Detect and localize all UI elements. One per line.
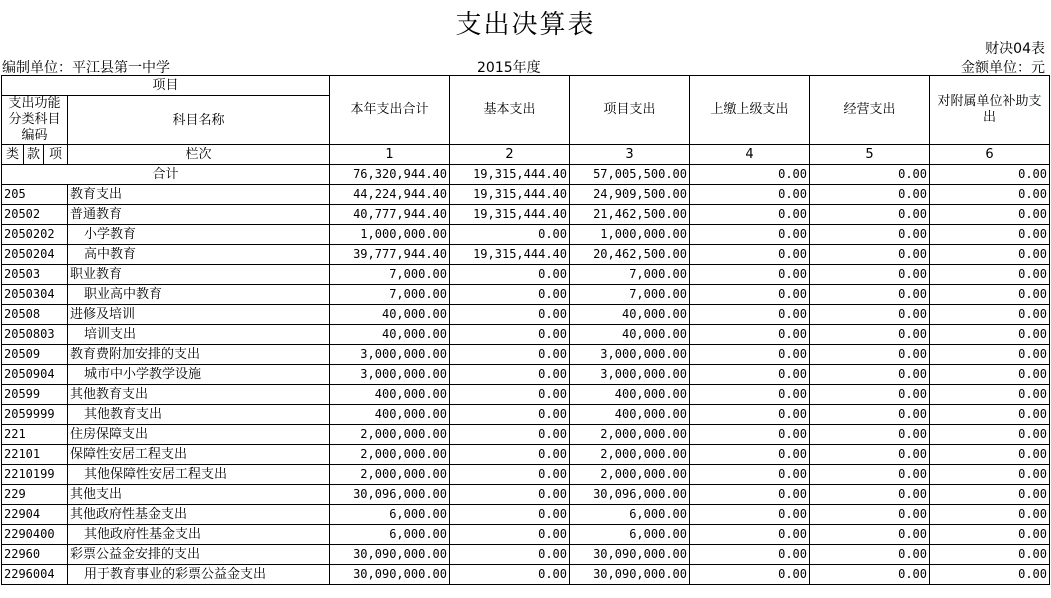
report-title: 支出决算表: [455, 10, 596, 40]
row-value: 44,224,944.40: [330, 185, 450, 205]
row-value: 0.00: [690, 245, 810, 265]
row-name: 彩票公益金安排的支出: [68, 545, 330, 565]
row-value: 6,000.00: [330, 505, 450, 525]
row-value: 2,000,000.00: [570, 465, 690, 485]
row-name: 其他保障性安居工程支出: [68, 465, 330, 485]
row-name: 高中教育: [68, 245, 330, 265]
row-value: 400,000.00: [330, 385, 450, 405]
row-code: 205: [2, 185, 68, 205]
row-value: 0.00: [690, 565, 810, 585]
table-row: [2, 305, 1050, 325]
row-value: 0.00: [810, 465, 930, 485]
row-code: 20509: [2, 345, 68, 365]
row-value: 21,462,500.00: [570, 205, 690, 225]
row-value: 6,000.00: [330, 525, 450, 545]
row-code: 22904: [2, 505, 68, 525]
row-value: 1,000,000.00: [570, 225, 690, 245]
row-value: 0.00: [810, 405, 930, 425]
row-value: 3,000,000.00: [330, 365, 450, 385]
row-code: 20508: [2, 305, 68, 325]
row-value: 0.00: [810, 245, 930, 265]
header-kuan: 款: [24, 145, 44, 165]
row-value: 0.00: [810, 225, 930, 245]
row-value: 0.00: [450, 405, 570, 425]
form-number: 财决04表: [985, 41, 1045, 57]
row-code: 2050904: [2, 365, 68, 385]
total-value: 19,315,444.40: [450, 165, 570, 185]
row-value: 0.00: [810, 325, 930, 345]
row-value: 0.00: [450, 365, 570, 385]
row-value: 0.00: [690, 485, 810, 505]
table-row: [2, 285, 1050, 305]
row-value: 0.00: [450, 265, 570, 285]
row-value: 0.00: [690, 205, 810, 225]
row-value: 0.00: [450, 225, 570, 245]
row-value: 19,315,444.40: [450, 245, 570, 265]
table-row: [2, 445, 1050, 465]
row-value: 0.00: [930, 245, 1050, 265]
organization-label: 编制单位：平江县第一中学: [2, 60, 170, 76]
row-value: 0.00: [690, 465, 810, 485]
row-name: 其他政府性基金支出: [68, 505, 330, 525]
header-item: 项目: [2, 76, 330, 96]
row-value: 0.00: [930, 285, 1050, 305]
row-value: 3,000,000.00: [330, 345, 450, 365]
row-value: 6,000.00: [570, 525, 690, 545]
col-num-5: 5: [810, 145, 930, 165]
row-value: 1,000,000.00: [330, 225, 450, 245]
row-name: 小学教育: [68, 225, 330, 245]
row-value: 0.00: [930, 365, 1050, 385]
row-value: 0.00: [810, 205, 930, 225]
currency-unit-label: 金额单位：元: [961, 60, 1045, 76]
table-row: [2, 505, 1050, 525]
row-value: 6,000.00: [570, 505, 690, 525]
row-code: 229: [2, 485, 68, 505]
row-value: 0.00: [810, 525, 930, 545]
row-value: 0.00: [930, 565, 1050, 585]
row-value: 3,000,000.00: [570, 345, 690, 365]
row-value: 0.00: [810, 485, 930, 505]
row-name: 保障性安居工程支出: [68, 445, 330, 465]
row-code: 2210199: [2, 465, 68, 485]
row-value: 30,090,000.00: [330, 545, 450, 565]
table-row: [2, 565, 1050, 585]
row-value: 0.00: [450, 505, 570, 525]
row-value: 0.00: [930, 345, 1050, 365]
row-value: 30,090,000.00: [570, 545, 690, 565]
col-num-3: 3: [570, 145, 690, 165]
table-row: [2, 405, 1050, 425]
row-value: 0.00: [930, 465, 1050, 485]
row-value: 7,000.00: [330, 265, 450, 285]
row-value: 0.00: [930, 425, 1050, 445]
row-value: 0.00: [810, 345, 930, 365]
row-value: 0.00: [930, 445, 1050, 465]
row-code: 20502: [2, 205, 68, 225]
header-lei: 类: [2, 145, 24, 165]
row-value: 0.00: [930, 525, 1050, 545]
row-value: 7,000.00: [330, 285, 450, 305]
row-value: 0.00: [930, 305, 1050, 325]
row-value: 0.00: [690, 525, 810, 545]
row-value: 40,777,944.40: [330, 205, 450, 225]
row-value: 39,777,944.40: [330, 245, 450, 265]
row-value: 30,090,000.00: [330, 565, 450, 585]
row-code: 22101: [2, 445, 68, 465]
row-code: 2296004: [2, 565, 68, 585]
row-value: 40,000.00: [570, 325, 690, 345]
row-value: 0.00: [690, 325, 810, 345]
row-code: 2050202: [2, 225, 68, 245]
total-value: 76,320,944.40: [330, 165, 450, 185]
header-code-group: 支出功能分类科目编码: [2, 96, 68, 145]
table-row: [2, 245, 1050, 265]
row-name: 用于教育事业的彩票公益金支出: [68, 565, 330, 585]
total-value: 0.00: [930, 165, 1050, 185]
row-value: 2,000,000.00: [330, 445, 450, 465]
row-value: 0.00: [810, 305, 930, 325]
table-row: [2, 185, 1050, 205]
row-value: 0.00: [450, 285, 570, 305]
row-value: 40,000.00: [330, 325, 450, 345]
table-row: [2, 425, 1050, 445]
row-value: 0.00: [450, 565, 570, 585]
total-value: 0.00: [690, 165, 810, 185]
row-value: 0.00: [810, 385, 930, 405]
row-value: 0.00: [930, 225, 1050, 245]
row-value: 0.00: [690, 345, 810, 365]
col-num-6: 6: [930, 145, 1050, 165]
row-value: 0.00: [930, 545, 1050, 565]
row-name: 进修及培训: [68, 305, 330, 325]
row-value: 0.00: [450, 305, 570, 325]
row-name: 其他政府性基金支出: [68, 525, 330, 545]
col-num-4: 4: [690, 145, 810, 165]
row-value: 20,462,500.00: [570, 245, 690, 265]
row-name: 职业高中教育: [68, 285, 330, 305]
row-value: 0.00: [810, 445, 930, 465]
table-row: [2, 345, 1050, 365]
row-value: 0.00: [450, 445, 570, 465]
row-name: 城市中小学教学设施: [68, 365, 330, 385]
row-value: 2,000,000.00: [330, 425, 450, 445]
row-code: 22960: [2, 545, 68, 565]
row-value: 0.00: [690, 365, 810, 385]
row-code: 2059999: [2, 405, 68, 425]
row-name: 其他教育支出: [68, 385, 330, 405]
row-value: 0.00: [930, 265, 1050, 285]
row-value: 0.00: [810, 285, 930, 305]
row-value: 0.00: [690, 545, 810, 565]
row-value: 0.00: [690, 225, 810, 245]
table-row: [2, 485, 1050, 505]
row-value: 0.00: [930, 385, 1050, 405]
header-name: 科目名称: [68, 96, 330, 145]
row-value: 0.00: [690, 445, 810, 465]
row-value: 0.00: [930, 205, 1050, 225]
row-value: 400,000.00: [570, 385, 690, 405]
row-value: 0.00: [450, 525, 570, 545]
row-code: 2050803: [2, 325, 68, 345]
row-value: 0.00: [930, 185, 1050, 205]
row-value: 30,090,000.00: [570, 565, 690, 585]
header-lanci: 栏次: [68, 145, 330, 165]
row-value: 0.00: [450, 485, 570, 505]
row-code: 20503: [2, 265, 68, 285]
table-row: [2, 465, 1050, 485]
row-value: 2,000,000.00: [330, 465, 450, 485]
row-value: 40,000.00: [330, 305, 450, 325]
row-value: 0.00: [930, 405, 1050, 425]
row-value: 0.00: [810, 265, 930, 285]
row-code: 2050304: [2, 285, 68, 305]
total-value: 0.00: [810, 165, 930, 185]
table-row: [2, 325, 1050, 345]
row-value: 2,000,000.00: [570, 445, 690, 465]
header-col-total: 本年支出合计: [330, 76, 450, 145]
row-value: 0.00: [810, 425, 930, 445]
table-row: [2, 225, 1050, 245]
header-col-operating: 经营支出: [810, 76, 930, 145]
row-code: 2290400: [2, 525, 68, 545]
row-value: 400,000.00: [570, 405, 690, 425]
total-value: 57,005,500.00: [570, 165, 690, 185]
row-value: 0.00: [450, 545, 570, 565]
header-col-basic: 基本支出: [450, 76, 570, 145]
row-value: 0.00: [450, 465, 570, 485]
row-name: 培训支出: [68, 325, 330, 345]
row-value: 0.00: [690, 285, 810, 305]
row-value: 0.00: [930, 325, 1050, 345]
row-value: 0.00: [450, 385, 570, 405]
col-num-1: 1: [330, 145, 450, 165]
row-name: 普通教育: [68, 205, 330, 225]
row-code: 20599: [2, 385, 68, 405]
table-row: [2, 525, 1050, 545]
expenditure-table: [1, 75, 1050, 585]
total-label: 合计: [2, 165, 330, 185]
row-code: 221: [2, 425, 68, 445]
row-value: 19,315,444.40: [450, 185, 570, 205]
row-value: 400,000.00: [330, 405, 450, 425]
row-value: 3,000,000.00: [570, 365, 690, 385]
header-col-subsidy: 对附属单位补助支出: [930, 76, 1050, 145]
row-value: 7,000.00: [570, 285, 690, 305]
row-value: 0.00: [930, 485, 1050, 505]
row-value: 0.00: [450, 425, 570, 445]
row-value: 0.00: [810, 185, 930, 205]
row-code: 2050204: [2, 245, 68, 265]
row-value: 0.00: [690, 265, 810, 285]
table-row: [2, 265, 1050, 285]
col-num-2: 2: [450, 145, 570, 165]
row-value: 0.00: [450, 345, 570, 365]
row-value: 0.00: [810, 505, 930, 525]
row-value: 0.00: [450, 325, 570, 345]
row-value: 0.00: [690, 425, 810, 445]
fiscal-year-label: 2015年度: [477, 60, 541, 76]
table-row: [2, 545, 1050, 565]
row-name: 住房保障支出: [68, 425, 330, 445]
row-name: 其他支出: [68, 485, 330, 505]
row-value: 30,096,000.00: [330, 485, 450, 505]
row-value: 0.00: [690, 505, 810, 525]
row-value: 0.00: [810, 565, 930, 585]
row-value: 0.00: [810, 545, 930, 565]
row-value: 24,909,500.00: [570, 185, 690, 205]
row-name: 其他教育支出: [68, 405, 330, 425]
row-value: 2,000,000.00: [570, 425, 690, 445]
row-value: 0.00: [690, 305, 810, 325]
row-value: 0.00: [810, 365, 930, 385]
row-value: 7,000.00: [570, 265, 690, 285]
table-row: [2, 365, 1050, 385]
row-value: 0.00: [690, 185, 810, 205]
header-col-project: 项目支出: [570, 76, 690, 145]
row-name: 职业教育: [68, 265, 330, 285]
header-xiang: 项: [44, 145, 68, 165]
table-row: [2, 205, 1050, 225]
row-value: 40,000.00: [570, 305, 690, 325]
header-col-remit: 上缴上级支出: [690, 76, 810, 145]
row-name: 教育费附加安排的支出: [68, 345, 330, 365]
row-name: 教育支出: [68, 185, 330, 205]
table-row: [2, 385, 1050, 405]
row-value: 0.00: [690, 385, 810, 405]
row-value: 30,096,000.00: [570, 485, 690, 505]
row-value: 0.00: [930, 505, 1050, 525]
row-value: 19,315,444.40: [450, 205, 570, 225]
row-value: 0.00: [690, 405, 810, 425]
